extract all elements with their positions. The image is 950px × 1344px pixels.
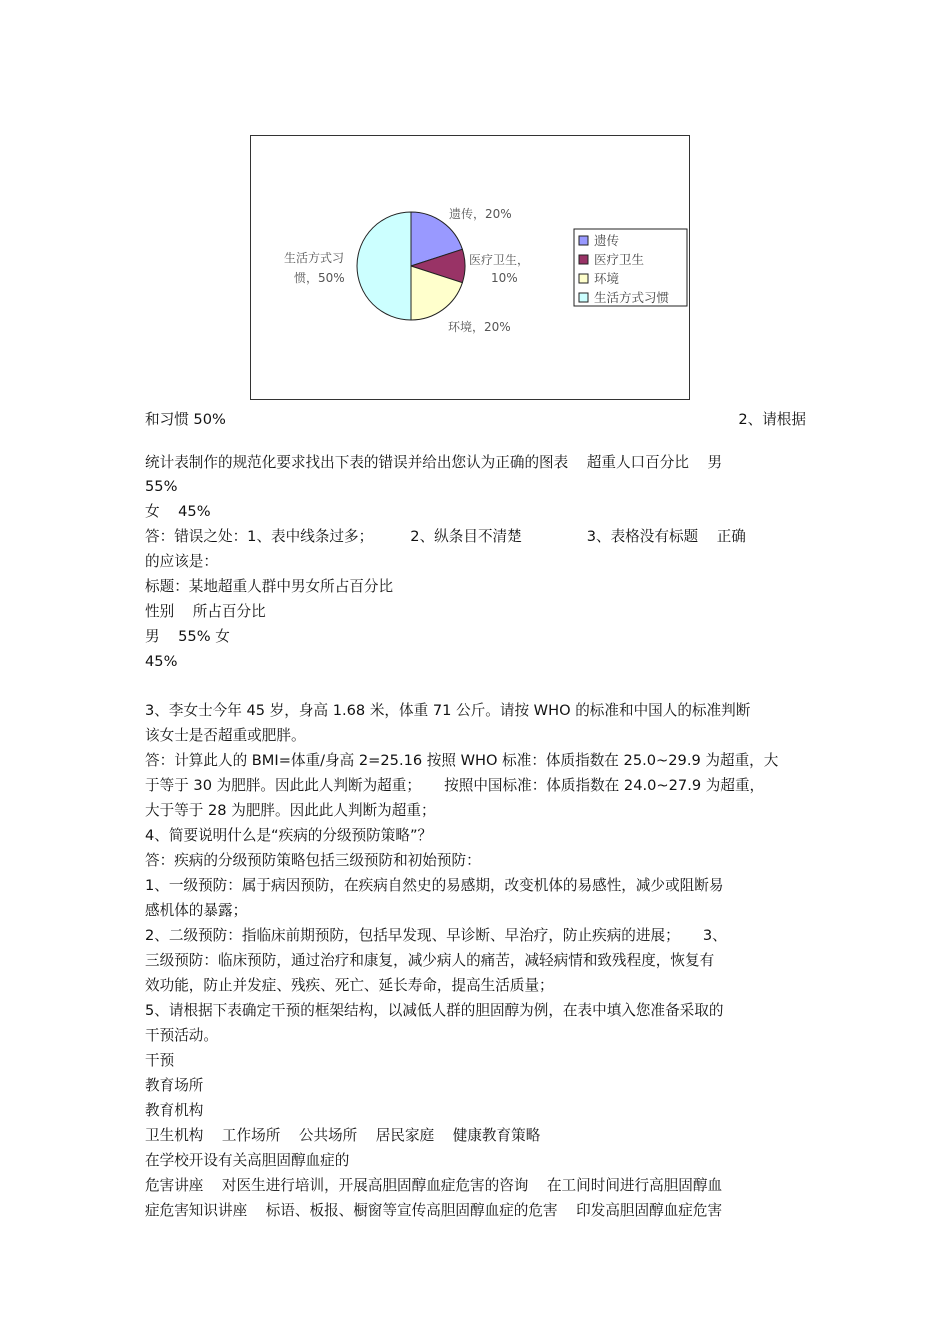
- pie-label-lifestyle-line2: 惯，50%: [294, 271, 345, 285]
- pie-label-genetics: 遗传，20%: [449, 207, 512, 221]
- pie-label-medical-line1: 医疗卫生，: [469, 253, 530, 267]
- doc-line-31: 症危害知识讲座 标语、板报、橱窗等宣传高胆固醇血症的危害 印发高胆固醇血症危害: [145, 1202, 723, 1219]
- legend-swatch-0: [579, 236, 588, 245]
- doc-line-8: 性别 所占百分比: [145, 603, 266, 620]
- legend-label-1: 医疗卫生: [594, 252, 645, 267]
- doc-line-5: 答：错误之处：1、表中线条过多； 2、纵条目不清楚 3、表格没有标题 正确: [145, 528, 746, 545]
- doc-line-21: 三级预防：临床预防，通过治疗和康复，减少病人的痛苦，减轻病情和致残程度，恢复有: [145, 952, 715, 969]
- doc-line-29: 在学校开设有关高胆固醇血症的: [145, 1152, 350, 1169]
- doc-line-12: 该女士是否超重或肥胖。: [145, 727, 306, 744]
- pie-slice-3: [357, 212, 411, 320]
- doc-line-10: 45%: [145, 653, 178, 670]
- pie-label-medical-line2: 10%: [491, 271, 518, 285]
- pie-label-lifestyle-line1: 生活方式习: [284, 251, 345, 265]
- doc-line-2: 统计表制作的规范化要求找出下表的错误并给出您认为正确的图表 超重人口百分比 男: [145, 454, 723, 471]
- doc-line-22: 效功能，防止并发症、残疾、死亡、延长寿命，提高生活质量；: [145, 977, 554, 994]
- legend-label-0: 遗传: [594, 233, 620, 248]
- chart-legend: [574, 229, 687, 306]
- doc-line-24: 干预活动。: [145, 1027, 218, 1044]
- doc-line-30: 危害讲座 对医生进行培训，开展高胆固醇血症危害的咨询 在工间时间进行高胆固醇血: [145, 1177, 723, 1194]
- doc-line-11: 3、李女士今年 45 岁，身高 1.68 米，体重 71 公斤。请按 WHO 的标准和中国人的标准判断: [145, 702, 751, 719]
- doc-line-26: 教育场所: [145, 1077, 204, 1094]
- doc-line-9: 男 55% 女: [145, 628, 230, 645]
- doc-line-1-left: 和习惯 50%: [145, 411, 226, 428]
- doc-line-20: 2、二级预防：指临床前期预防，包括早发现、早诊断、早治疗，防止疾病的进展； 3、: [145, 927, 727, 944]
- legend-swatch-2: [579, 274, 588, 283]
- doc-line-28: 卫生机构 工作场所 公共场所 居民家庭 健康教育策略: [145, 1127, 541, 1144]
- pie-chart-svg: [251, 136, 691, 401]
- doc-line-27: 教育机构: [145, 1102, 204, 1119]
- doc-line-18: 1、一级预防：属于病因预防，在疾病自然史的易感期，改变机体的易感性，减少或阻断易: [145, 877, 724, 894]
- doc-line-3: 55%: [145, 478, 178, 495]
- doc-line-19: 感机体的暴露；: [145, 902, 248, 919]
- doc-line-4: 女 45%: [145, 503, 211, 520]
- legend-label-3: 生活方式习惯: [594, 290, 670, 305]
- doc-line-17: 答：疾病的分级预防策略包括三级预防和初始预防：: [145, 852, 481, 869]
- doc-line-16: 4、简要说明什么是“疾病的分级预防策略”？: [145, 827, 433, 844]
- doc-line-23: 5、请根据下表确定干预的框架结构，以减低人群的胆固醇为例，在表中填入您准备采取的: [145, 1002, 724, 1019]
- legend-swatch-3: [579, 293, 588, 302]
- doc-line-14: 于等于 30 为肥胖。因此此人判断为超重； 按照中国标准：体质指数在 24.0~27.9 为超重，: [145, 777, 765, 794]
- doc-line-13: 答：计算此人的 BMI=体重/身高 2=25.16 按照 WHO 标准：体质指数在 25.0~29.9 为超重，大: [145, 752, 779, 769]
- doc-line-25: 干预: [145, 1052, 175, 1069]
- pie-chart: [250, 135, 690, 400]
- legend-swatch-1: [579, 255, 588, 264]
- doc-line-1-right: 2、请根据: [738, 411, 806, 428]
- doc-line-6: 的应该是：: [145, 553, 218, 570]
- legend-label-2: 环境: [594, 271, 620, 286]
- pie-label-environment: 环境，20%: [448, 320, 511, 334]
- doc-line-15: 大于等于 28 为肥胖。因此此人判断为超重；: [145, 802, 436, 819]
- doc-line-7: 标题：某地超重人群中男女所占百分比: [145, 578, 394, 595]
